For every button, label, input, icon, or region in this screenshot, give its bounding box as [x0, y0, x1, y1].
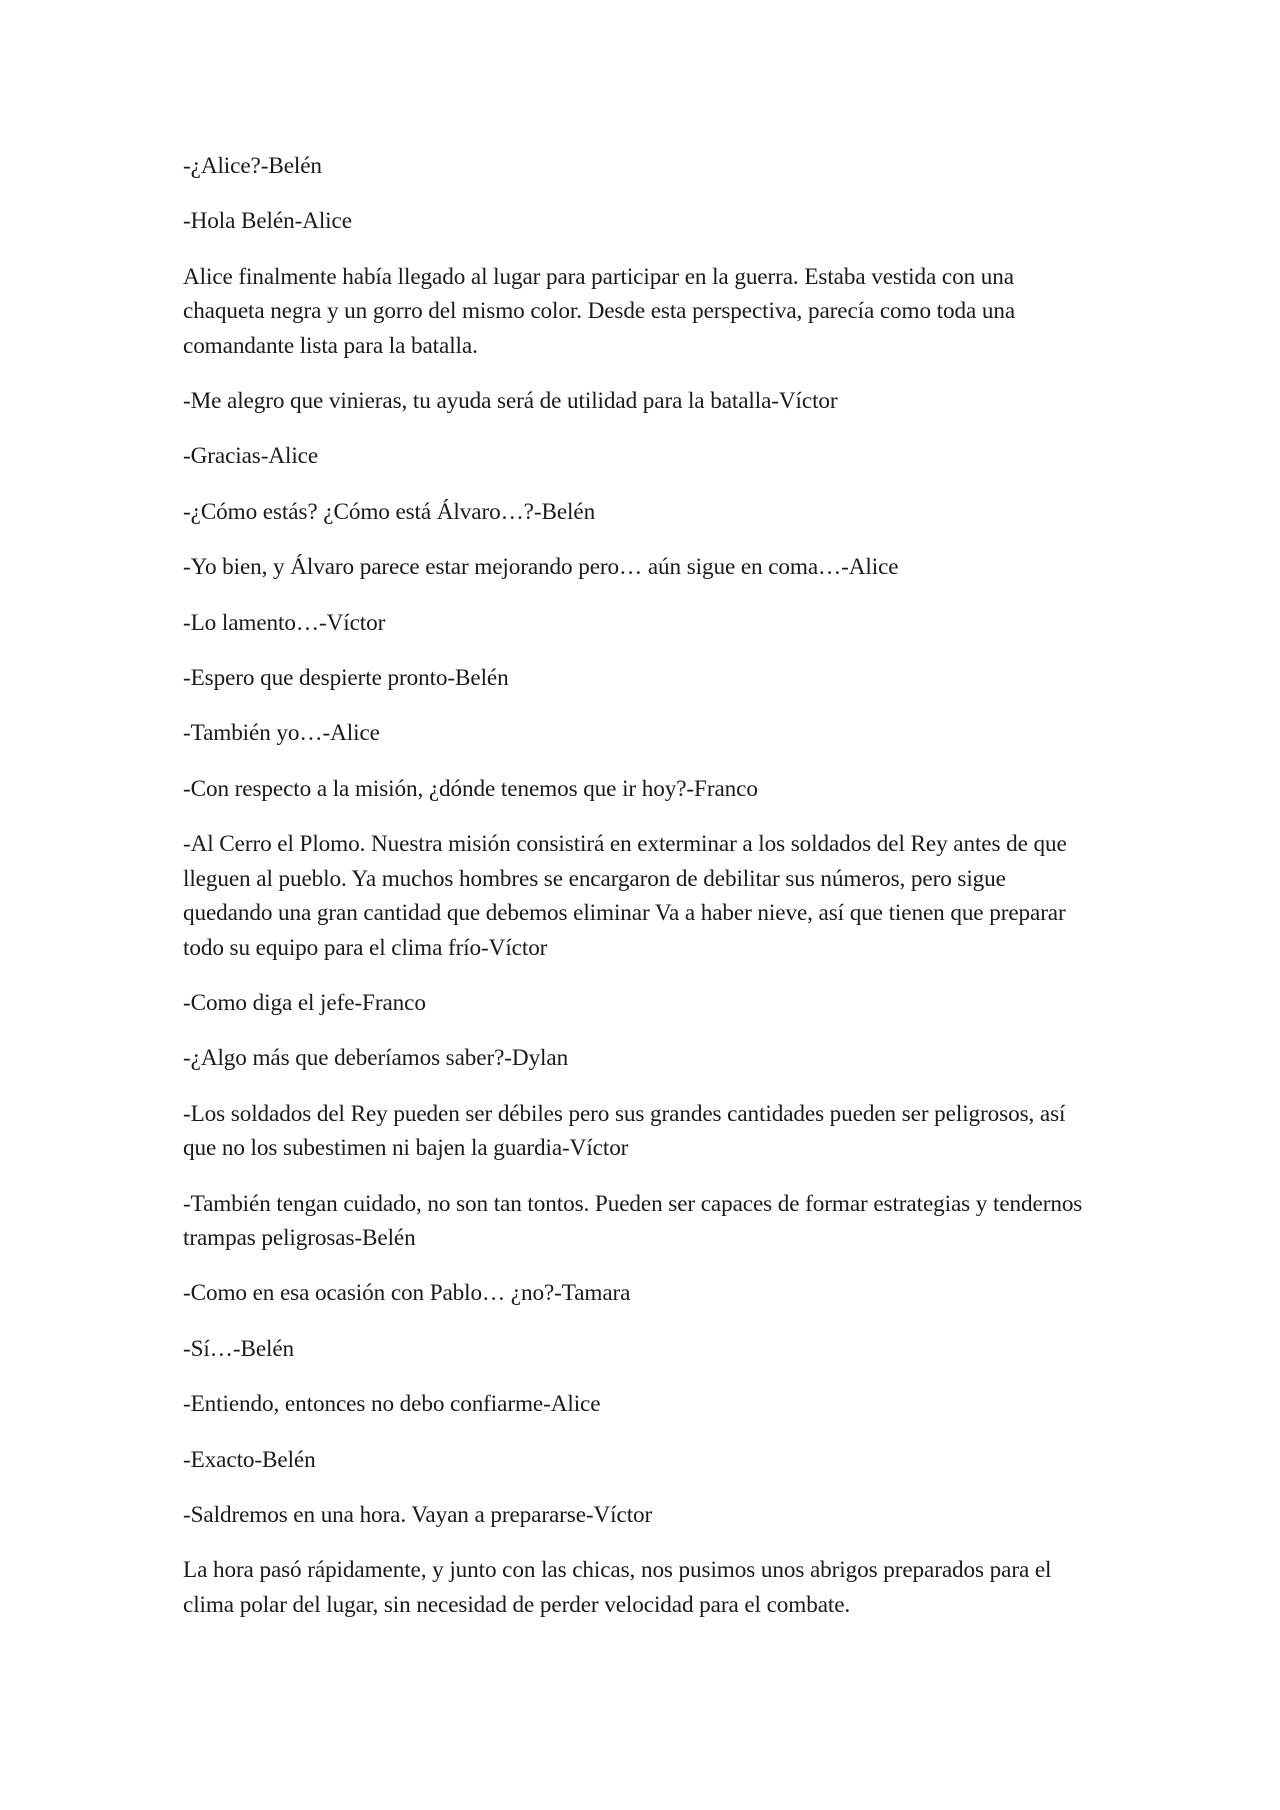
dialogue-line: -¿Alice?-Belén: [183, 153, 322, 179]
dialogue-line: -Lo lamento…-Víctor: [183, 609, 386, 636]
dialogue-line: -Como diga el jefe-Franco: [183, 989, 426, 1016]
dialogue-line: -Entiendo, entonces no debo confiarme-Alice: [183, 1391, 601, 1418]
dialogue-line: -¿Cómo estás? ¿Cómo está Álvaro…?-Belén: [183, 498, 596, 525]
dialogue-line: -Al Cerro el Plomo. Nuestra misión consistirá en exterminar a los soldados del Rey antes de que lleguen al pueblo. Ya muchos hombres se encargaron de debilitar sus números, pero sigue quedando una gran cantidad que debemos eliminar Va a haber nieve, así que tienen que preparar todo su equipo para el clima frío-Víctor: [183, 831, 1067, 961]
dialogue-line: -¿Algo más que deberíamos saber?-Dylan: [183, 1045, 569, 1072]
dialogue-line: -Sí…-Belén: [183, 1335, 295, 1362]
dialogue-line: -Los soldados del Rey pueden ser débiles pero sus grandes cantidades pueden ser peligrosos, así que no los subestimen ni bajen la guardia-Víctor: [183, 1100, 1066, 1162]
dialogue-line: -Me alegro que vinieras, tu ayuda será de utilidad para la batalla-Víctor: [183, 388, 838, 415]
dialogue-line: -Espero que despierte pronto-Belén: [183, 665, 509, 692]
dialogue-line: -Exacto-Belén: [183, 1446, 316, 1473]
dialogue-line: -Como en esa ocasión con Pablo… ¿no?-Tamara: [183, 1280, 631, 1307]
narrative-paragraph: Alice finalmente había llegado al lugar para participar en la guerra. Estaba vestida con una chaqueta negra y un gorro del mismo color. Desde esta perspectiva, parecía como toda una comandante lista para la batalla.: [183, 263, 1016, 359]
dialogue-line: -Saldremos en una hora. Vayan a prepararse-Víctor: [183, 1501, 653, 1528]
dialogue-line: -Con respecto a la misión, ¿dónde tenemos que ir hoy?-Franco: [183, 775, 758, 802]
narrative-paragraph: La hora pasó rápidamente, y junto con las chicas, nos pusimos unos abrigos preparados para el clima polar del lugar, sin necesidad de perder velocidad para el combate.: [183, 1557, 1052, 1618]
dialogue-line: -Gracias-Alice: [183, 443, 319, 470]
document-body: [183, 149, 1095, 1643]
dialogue-line: -Yo bien, y Álvaro parece estar mejorando pero… aún sigue en coma…-Alice: [183, 554, 899, 581]
dialogue-line: -También tengan cuidado, no son tan tontos. Pueden ser capaces de formar estrategias y tendernos trampas peligrosas-Belén: [183, 1190, 1083, 1251]
dialogue-line: -Hola Belén-Alice: [183, 208, 352, 235]
dialogue-line: -También yo…-Alice: [183, 720, 380, 747]
